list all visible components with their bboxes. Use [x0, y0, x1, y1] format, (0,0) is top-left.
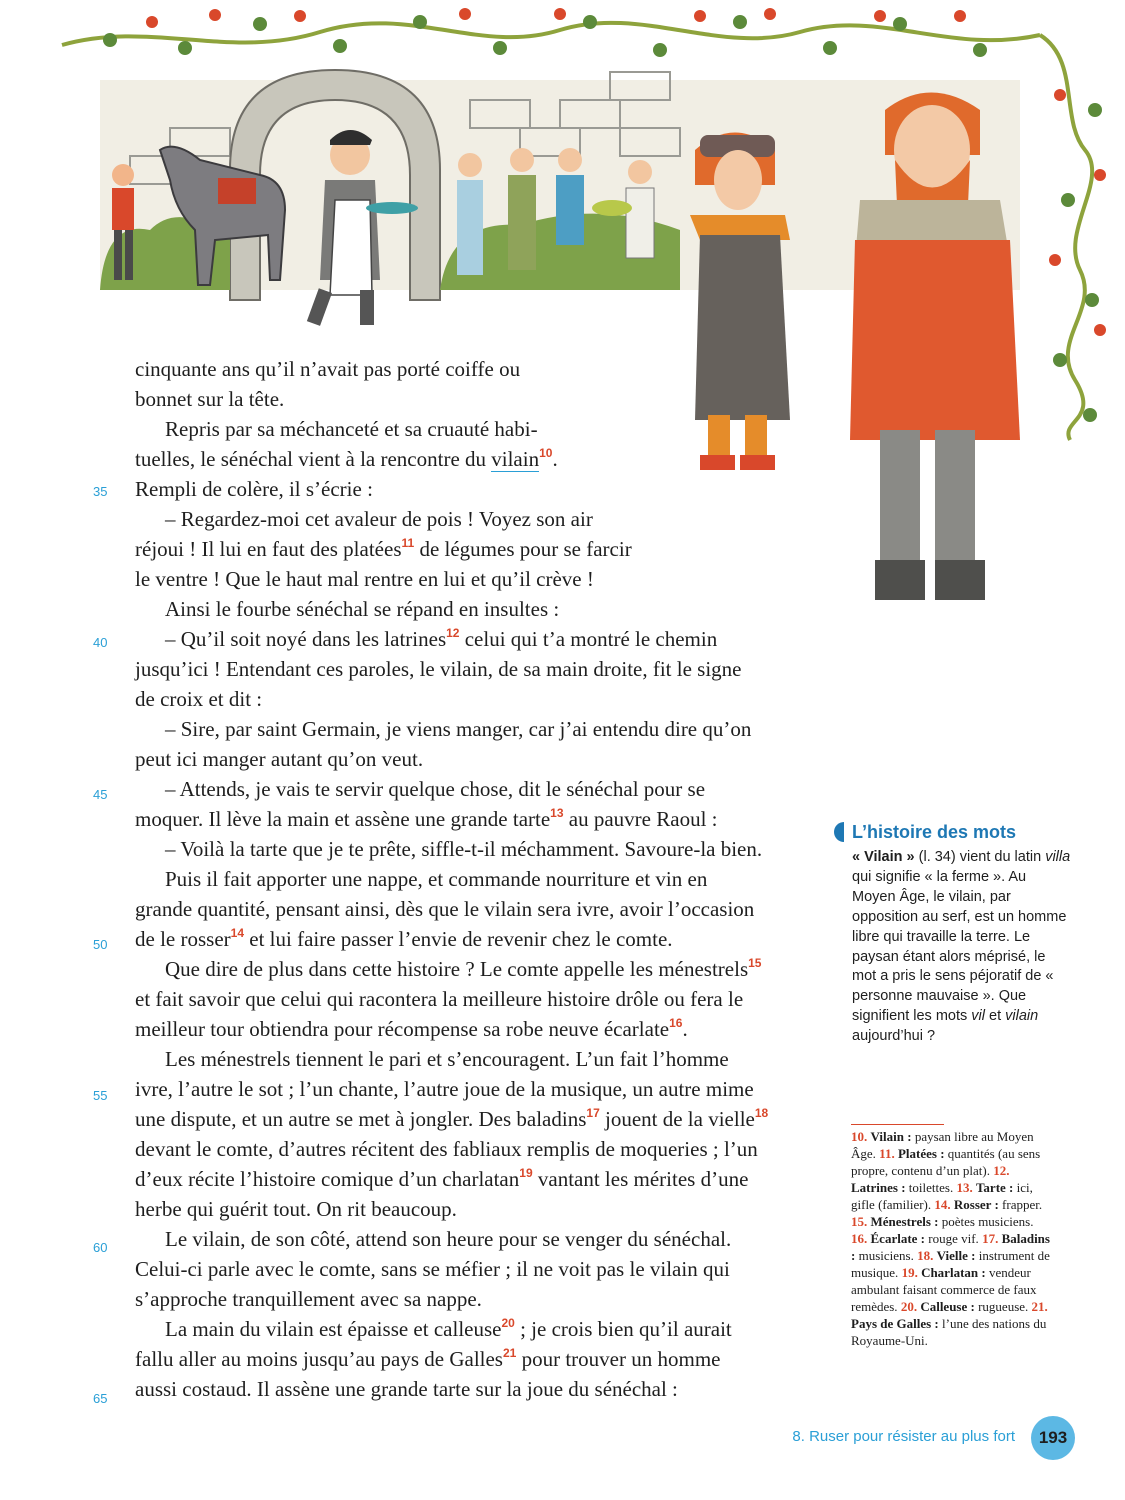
line-number: 60 — [93, 1240, 108, 1255]
text-line: meilleur tour obtiendra pour récompense sa robe neuve écarlate$^{16}$. — [135, 1016, 688, 1041]
text-line: ivre, l’autre le sot ; l’un chante, l’autre joue de la musique, un autre mime — [135, 1077, 754, 1101]
line-number: 40 — [93, 635, 108, 650]
footnote: 14. Rosser : frapper. — [934, 1197, 1043, 1212]
footnote: 10. Vilain : paysan libre au Moyen Âge. — [851, 1129, 1034, 1161]
footnote-ref[interactable]: 13 — [550, 806, 564, 820]
bookmark-tab-icon — [834, 822, 844, 842]
footnote: 21. Pays de Galles : l’une des nations du Royaume-Uni. — [851, 1299, 1048, 1348]
text-line: réjoui ! Il lui en faut des platées$^{11}$ de légumes pour se farcir — [135, 536, 632, 561]
footnote: 19. Charlatan : vendeur ambulant faisant commerce de faux remèdes. — [851, 1265, 1037, 1314]
word-history-box — [832, 820, 1072, 1047]
footnote-ref[interactable]: 14 — [230, 926, 244, 940]
footnote: 20. Calleuse : rugueuse. — [900, 1299, 1032, 1314]
text-line: peut ici manger autant qu’on veut. — [135, 747, 424, 771]
page-number: 193 — [1031, 1416, 1075, 1460]
text-line: Le vilain, de son côté, attend son heure pour se venger du sénéchal. — [165, 1227, 732, 1251]
word-history-text: « Vilain » (l. 34) vient du latin villa qui signifie « la ferme ». Au Moyen Âge, le vilain, par opposition au serf, est un homme libre qui travaille la terre. Le paysan étant alors méprisé, le mot a pris le sens péjoratif de « personne mauvaise ». Que signifient les mots vil et vilain aujourd’hui ? — [852, 849, 1071, 1045]
footnote-ref[interactable]: 17 — [586, 1106, 600, 1120]
text-line: – Regardez-moi cet avaleur de pois ! Voyez son air — [165, 507, 593, 531]
footnote-ref[interactable]: 11 — [401, 536, 415, 550]
text-line: Celui-ci parle avec le comte, sans se méfier ; il ne voit pas le vilain qui — [135, 1257, 730, 1281]
text-line: le ventre ! Que le haut mal rentre en lui et qu’il crève ! — [135, 567, 594, 591]
text-line: tuelles, le sénéchal vient à la rencontre du vilain$^{10}$. — [135, 446, 558, 471]
line-number: 35 — [93, 484, 108, 499]
text-line: de croix et dit : — [135, 687, 263, 711]
text-line: grande quantité, pensant ainsi, dès que le vilain sera ivre, avoir l’occasion — [135, 897, 755, 921]
line-number: 55 — [93, 1088, 108, 1103]
footnote-ref[interactable]: 20 — [501, 1316, 515, 1330]
footnote: 17. Baladins : musiciens. — [851, 1231, 1050, 1263]
text-line: – Sire, par saint Germain, je viens manger, car j’ai entendu dire qu’on — [165, 717, 752, 741]
text-line: et fait savoir que celui qui racontera la meilleure histoire drôle ou fera le — [135, 987, 744, 1011]
text-line: s’approche tranquillement avec sa nappe. — [135, 1287, 482, 1311]
text-line: jusqu’ici ! Entendant ces paroles, le vilain, de sa main droite, fit le signe — [135, 657, 742, 681]
text-line: aussi costaud. Il assène une grande tarte sur la joue du sénéchal : — [135, 1377, 678, 1401]
text-line: Ainsi le fourbe sénéchal se répand en insultes : — [165, 597, 560, 621]
footnote: 18. Vielle : instrument de musique. — [851, 1248, 1050, 1280]
text-line: une dispute, et un autre se met à jongler. Des baladins$^{17}$ jouent de la vielle$^{18}$ — [135, 1106, 769, 1131]
footnote-ref[interactable]: 19 — [519, 1166, 533, 1180]
text-line: Rempli de colère, il s’écrie : — [135, 477, 373, 501]
footnote-ref[interactable]: 18 — [754, 1106, 769, 1120]
text-line: – Voilà la tarte que je te prête, siffle-t-il méchamment. Savoure-la bien. — [165, 837, 763, 861]
word-history-heading: L’histoire des mots — [832, 820, 1072, 844]
text-line: bonnet sur la tête. — [135, 387, 285, 411]
footnotes-divider — [851, 1124, 944, 1125]
footnote: 16. Écarlate : rouge vif. — [851, 1231, 983, 1246]
text-line: moquer. Il lève la main et assène une grande tarte$^{13}$ au pauvre Raoul : — [135, 806, 718, 831]
text-line: de le rosser$^{14}$ et lui faire passer l’envie de revenir chez le comte. — [135, 926, 673, 951]
footnote: 13. Tarte : ici, gifle (familier). — [851, 1180, 1033, 1212]
text-line: Que dire de plus dans cette histoire ? Le comte appelle les ménestrels$^{15}$ — [165, 956, 762, 981]
footnote: 11. Platées : quantités (au sens propre, contenu d’un plat). — [851, 1146, 1041, 1178]
text-line: La main du vilain est épaisse et calleuse$^{20}$ ; je crois bien qu’il aurait — [165, 1316, 732, 1341]
footnote: 15. Ménestrels : poètes musiciens. — [851, 1214, 1034, 1229]
footnote-ref[interactable]: 10 — [539, 446, 553, 460]
text-line: Puis il fait apporter une nappe, et commande nourriture et vin en — [165, 867, 708, 891]
text-line: – Qu’il soit noyé dans les latrines$^{12}$ celui qui t’a montré le chemin — [165, 626, 718, 651]
text-line: herbe qui guérit tout. On rit beaucoup. — [135, 1197, 457, 1221]
line-number: 65 — [93, 1391, 108, 1406]
footnote-ref[interactable]: 16 — [669, 1016, 683, 1030]
chapter-title-footer: 8. Ruser pour résister au plus fort — [792, 1428, 1015, 1445]
seneschal-figure — [690, 133, 790, 471]
text-line: cinquante ans qu’il n’avait pas porté coiffe ou — [135, 357, 521, 381]
text-line: fallu aller au moins jusqu’au pays de Galles$^{21}$ pour trouver un homme — [135, 1346, 721, 1371]
footnotes — [851, 1128, 1051, 1349]
vocabulary-word-vilain[interactable]: vilain — [491, 447, 540, 471]
footnote-ref[interactable]: 15 — [748, 956, 762, 970]
text-line: devant le comte, d’autres récitent des fabliaux remplis de moqueries ; l’un — [135, 1137, 758, 1161]
line-number: 50 — [93, 937, 108, 952]
footnote: 12. Latrines : toilettes. — [851, 1163, 1010, 1195]
text-line: – Attends, je vais te servir quelque chose, dit le sénéchal pour se — [165, 777, 706, 801]
footnote-ref[interactable]: 12 — [446, 626, 460, 640]
text-line: Repris par sa méchanceté et sa cruauté habi- — [165, 417, 538, 441]
line-number: 45 — [93, 787, 108, 802]
footnote-ref[interactable]: 21 — [502, 1346, 517, 1360]
text-line: Les ménestrels tiennent le pari et s’encouragent. L’un fait l’homme — [165, 1047, 729, 1071]
text-line: d’eux récite l’histoire comique d’un charlatan$^{19}$ vantant les mérites d’une — [135, 1166, 749, 1191]
